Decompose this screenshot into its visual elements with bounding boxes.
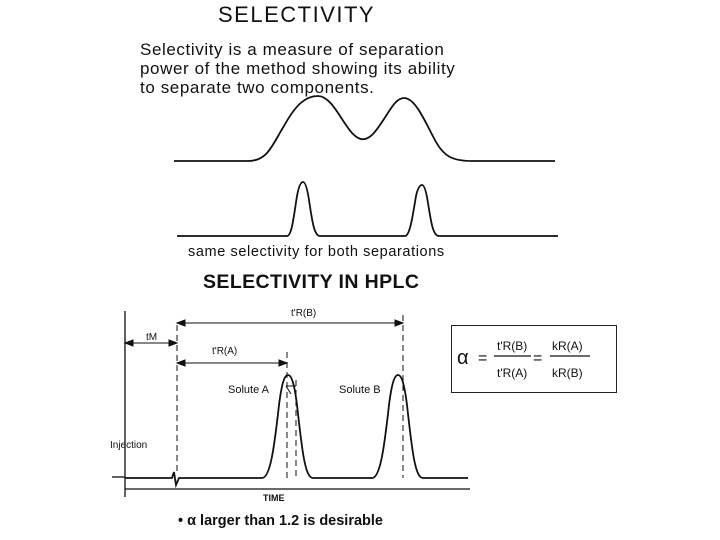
fraction-2-denominator: kR(B) <box>552 366 583 380</box>
injection-label: Injection <box>110 440 148 451</box>
t-rb-label: t'R(B) <box>291 308 317 319</box>
bullet-note: • α larger than 1.2 is desirable <box>178 513 383 529</box>
intro-line-2: power of the method showing its ability <box>140 59 456 78</box>
solute-a-label: Solute A <box>228 384 269 396</box>
equals-sign-2: = <box>533 350 543 367</box>
intro-line-3: to separate two components. <box>140 78 375 97</box>
fraction-1-denominator: t'R(A) <box>497 366 528 380</box>
formula-box <box>451 325 617 393</box>
comparison-caption: same selectivity for both separations <box>188 244 445 260</box>
intro-line-1: Selectivity is a measure of separation <box>140 40 445 59</box>
dimension-arrows <box>125 320 403 394</box>
fraction-2-numerator: kR(A) <box>552 339 583 353</box>
fraction-1-numerator: t'R(B) <box>497 339 528 353</box>
section-heading: SELECTIVITY IN HPLC <box>203 271 420 293</box>
peak-guide-lines <box>177 315 403 478</box>
narrow-peaks-curve <box>177 182 558 236</box>
t-m-label: tM <box>146 332 158 343</box>
alpha-symbol: α <box>457 347 469 369</box>
time-axis-label: TIME <box>263 493 285 503</box>
equals-sign-1: = <box>478 350 488 367</box>
page-title: SELECTIVITY <box>218 2 376 27</box>
broad-peaks-curve <box>174 96 555 161</box>
t-ra-label: t'R(A) <box>212 346 238 357</box>
solute-b-label: Solute B <box>339 384 381 396</box>
